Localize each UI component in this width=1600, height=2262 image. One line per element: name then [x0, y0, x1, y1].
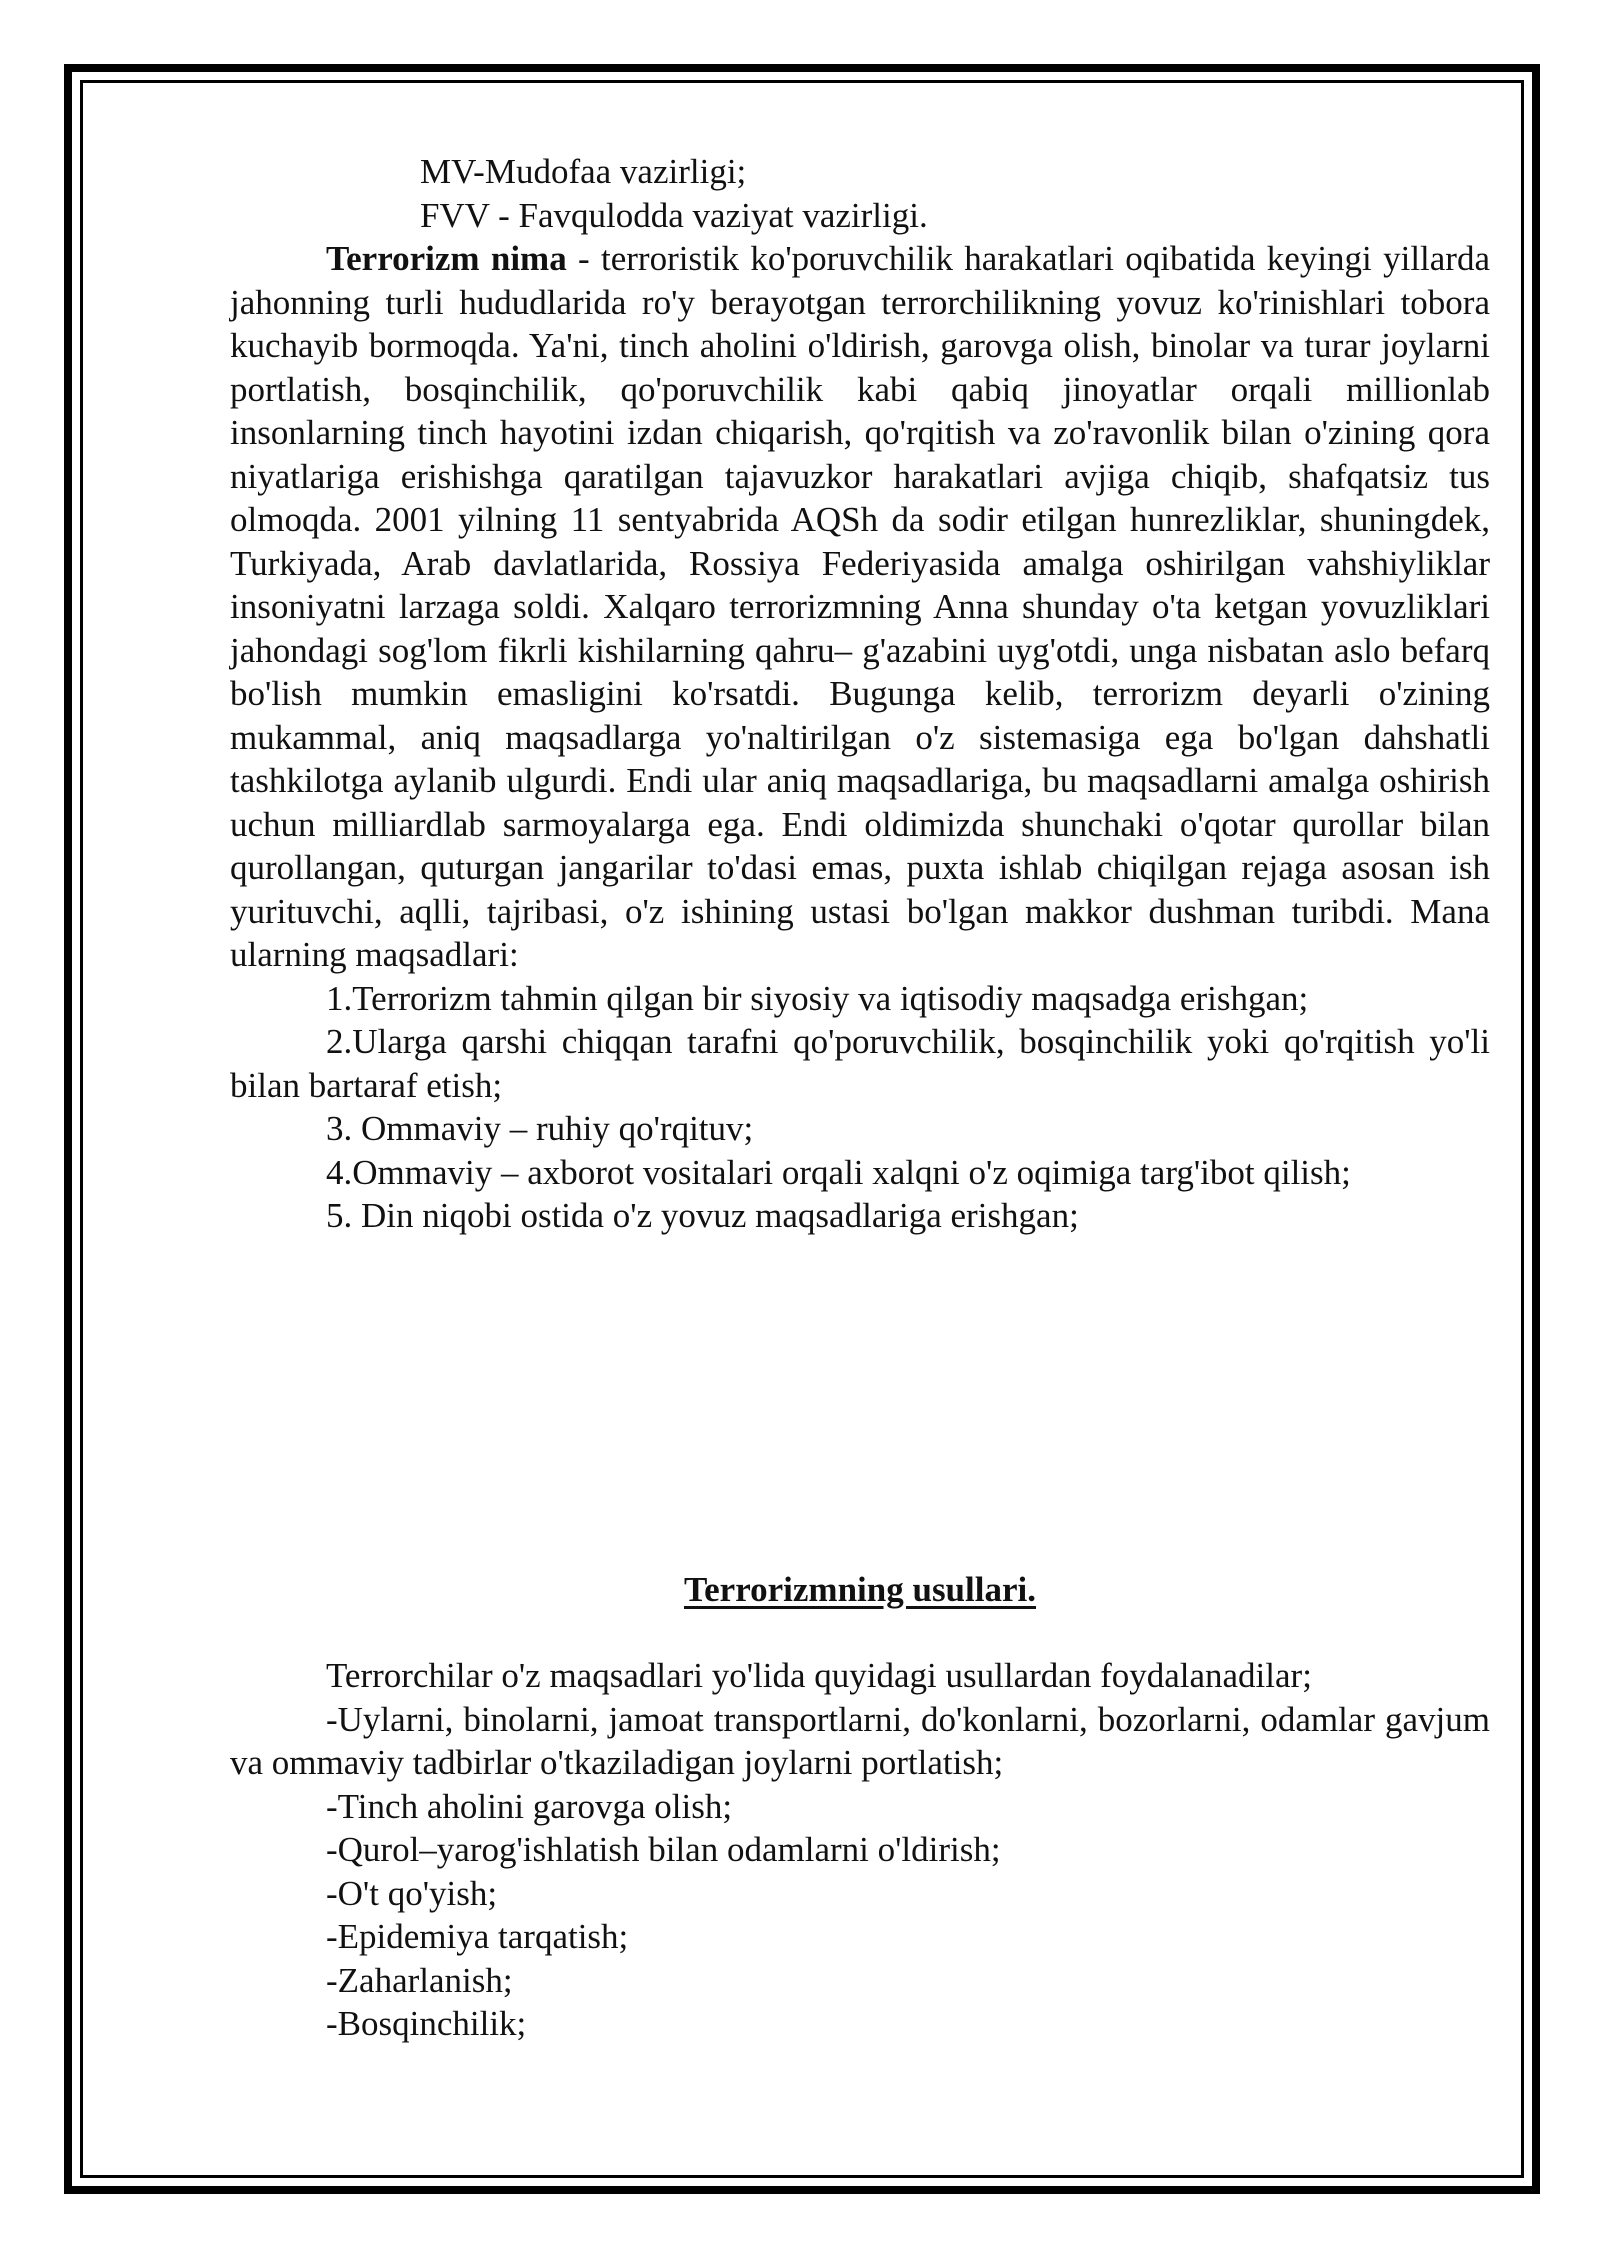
method-item-2: -Tinch aholini garovga olish; [326, 1786, 733, 1826]
aim-item-2: 2.Ularga qarshi chiqqan tarafni qo'poruvchilik, bosqinchilik yoki qo'rqitish yo'li bilan bartaraf etish; [230, 1022, 1490, 1105]
aim-item-5: 5. Din niqobi ostida o'z yovuz maqsadlariga erishgan; [326, 1196, 1079, 1235]
definition-term: Terrorizm nima [326, 239, 567, 278]
method-item-1: -Uylarni, binolarni, jamoat transportlarni, do'konlarni, bozorlarni, odamlar gavjum va ommaviy tadbirlar o'tkaziladigan joylarni portlatish; [230, 1699, 1490, 1782]
method-item-5: -Epidemiya tarqatish; [326, 1917, 629, 1956]
definition-paragraph [230, 237, 1490, 977]
method-item-6: -Zaharlanish; [326, 1960, 513, 2000]
method-item-4: -O't qo'yish; [326, 1873, 498, 1913]
section-intro: Terrorchilar o'z maqsadlari yo'lida quyidagi usullardan foydalanadilar; [326, 1656, 1312, 1695]
method-item-7: -Bosqinchilik; [326, 2004, 527, 2043]
definition-text: - terroristik ko'poruvchilik harakatlari oqibatida keyingi yillarda jahonning turli hududlarida ro'y berayotgan terrorchilikning yovuz ko'rinishlari tobora kuchayib bormoqda. Ya'ni, tinch aholini o'ldirish, garovga olish, binolar va turar joylarni portlatish, bosqinchilik, qo'poruvchilik kabi qabiq jinoyatlar orqali millionlab insonlarning tinch hayotini izdan chiqarish, qo'rqitish va zo'ravonlik bilan o'zining qora niyatlariga erishishga qaratilgan tajavuzkor harakatlari avjiga chiqib, shafqatsiz tus olmoqda. 2001 yilning 11 sentyabrida AQSh da sodir etilgan hunrezliklar, shuningdek, Turkiyada, Arab davlatlarida, Rossiya Federiyasida amalga oshirilgan vahshiyliklar insoniyatni larzaga soldi. Xalqaro terrorizmning Anna shunday o'ta ketgan yovuzliklari jahondagi sog'lom fikrli kishilarning qahru– g'azabini uyg'otdi, unga nisbatan aslo befarq bo'lish mumkin emasligini ko'rsatdi. Bugunga kelib, terrorizm deyarli o'zining mukammal, aniq maqsadlarga yo'naltirilgan o'z sistemasiga ega bo'lgan dahshatli tashkilotga aylanib ulgurdi. Endi ular aniq maqsadlariga, bu maqsadlarni amalga oshirish uchun milliardlab sarmoyalarga ega. Endi oldimizda shunchaki o'qotar qurollar bilan qurollangan, quturgan jangarilar to'dasi emas, puxta ishlab chiqilgan rejaga asosan ish yurituvchi, aqlli, tajribasi, o'z ishining ustasi bo'lgan makkor dushman turibdi. Mana ularning maqsadlari: [230, 239, 1490, 974]
section-title: Terrorizmning usullari. [684, 1569, 1036, 1609]
abbreviation-fvv: FVV - Favqulodda vaziyat vazirligi. [420, 195, 928, 235]
aim-item-3: 3. Ommaviy – ruhiy qo'rqituv; [326, 1109, 754, 1148]
blank-space [230, 1238, 1490, 1568]
aim-item-1: 1.Terrorizm tahmin qilgan bir siyosiy va iqtisodiy maqsadga erishgan; [326, 978, 1309, 1018]
document-body [230, 150, 1490, 2046]
abbreviation-mv: MV-Mudofaa vazirligi; [420, 152, 747, 191]
aim-item-4: 4.Ommaviy – axborot vositalari orqali xalqni o'z oqimiga targ'ibot qilish; [326, 1152, 1351, 1192]
method-item-3: -Qurol–yarog'ishlatish bilan odamlarni o'ldirish; [326, 1830, 1001, 1869]
